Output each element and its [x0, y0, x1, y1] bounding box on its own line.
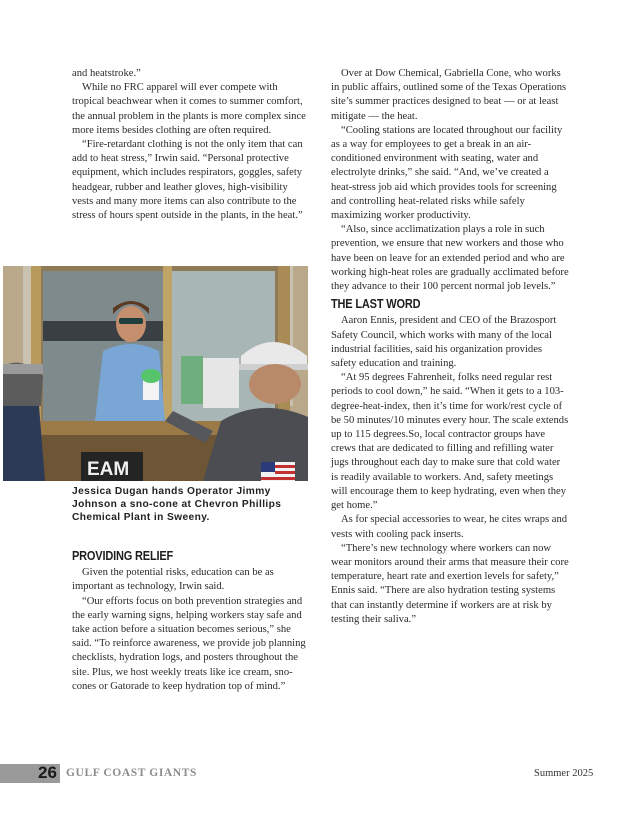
paragraph: Over at Dow Chemical, Gabriella Cone, who works in public affairs, outlined some of the Texas Operations site’s summer practices designed to beat — or at least mitigate — the heat. — [331, 68, 567, 122]
paragraph: As for special accessories to wear, he cites wraps and vests with cooling pack inserts. — [331, 514, 568, 540]
photo-caption: Jessica Dugan hands Operator Jimmy Johnson a sno-cone at Chevron Phillips Chemical Plant in Sweeny. — [72, 486, 282, 523]
paragraph: Aaron Ennis, president and CEO of the Brazosport Safety Council, which works with many of the local industrial facilities, said his organization provides safety education and training. — [331, 315, 557, 370]
page-number: 26 — [38, 763, 57, 782]
paragraph: “Our efforts focus on both prevention strategies and the early warning signs, helping workers stay safe and take action before a situation becomes serious,” she said. “To reinforce awareness, we provide job planning checklists, hydration logs, and posters throughout the site. Plus, we host weekly treats like ice cream, sno-cones or Gatorade to keep hydration top of mind.” — [72, 595, 306, 692]
section-heading: THE LAST WORD — [331, 297, 421, 312]
photo-sign-text: EAM — [87, 459, 130, 480]
issue-date: Summer 2025 — [534, 768, 594, 779]
paragraph: Given the potential risks, education can be as important as technology, Irwin said. — [72, 567, 274, 593]
article-photo — [3, 266, 308, 481]
paragraph: “Fire-retardant clothing is not the only item that can add to heat stress,” Irwin said. “Personal protective equipment, which includes respirators, goggles, safety headgear, rubber and leather gloves, high-visibility vests and many more items can also contribute to the stress of hours spent outside in the plants, in the heat.” — [72, 139, 303, 222]
right-column — [331, 67, 569, 627]
section-heading: PROVIDING RELIEF — [72, 549, 174, 563]
magazine-title: GULF COAST GIANTS — [66, 767, 197, 779]
paragraph: “At 95 degrees Fahrenheit, folks need regular rest periods to cool down,” he said. “When it gets to a 103-degree-heat-index, then it’s time for work/rest cycle of be 50 minutes/10 minutes every hour. The scale extends up to 115 degrees.So, local contractor groups have crews that are dedicated to filling and refilling water jugs throughout each day to make sure that cold water is readily available to workers. And, safety meetings will encourage them to keep hydrating, even when they get home.” — [331, 372, 569, 512]
paragraph: “Cooling stations are located throughout our facility as a way for employees to get a break in an air-conditioned environment with seating, water and electrolyte drinks,” she said. “And, we’ve created a heat-stress job aid which provides tools for screening and controlling heat-related risks while safely maximizing worker productivity. — [331, 124, 563, 222]
left-column-top — [72, 67, 308, 223]
paragraph: While no FRC apparel will ever compete with tropical beachwear when it comes to summer comfort, the annual problem in the plants is more complex since more items besides clothing are often required. — [72, 82, 306, 136]
left-column-bottom — [72, 546, 308, 694]
paragraph: “Also, since acclimatization plays a role in such prevention, we ensure that new workers and those who have been on leave for an extended period and who are working high-heat roles are gradually acclimated before they advance to their 100 percent normal job levels.” — [331, 224, 569, 293]
paragraph: “There’s new technology where workers can now wear monitors around their arms that measure their core temperature, heart rate and exertion levels for safety,” Ennis said. “There are also hydration testing systems that can instantly determine if workers are at risk by testing their saliva.” — [331, 542, 569, 625]
paragraph: and heatstroke.” — [72, 68, 141, 79]
photo-illustration — [3, 266, 308, 481]
